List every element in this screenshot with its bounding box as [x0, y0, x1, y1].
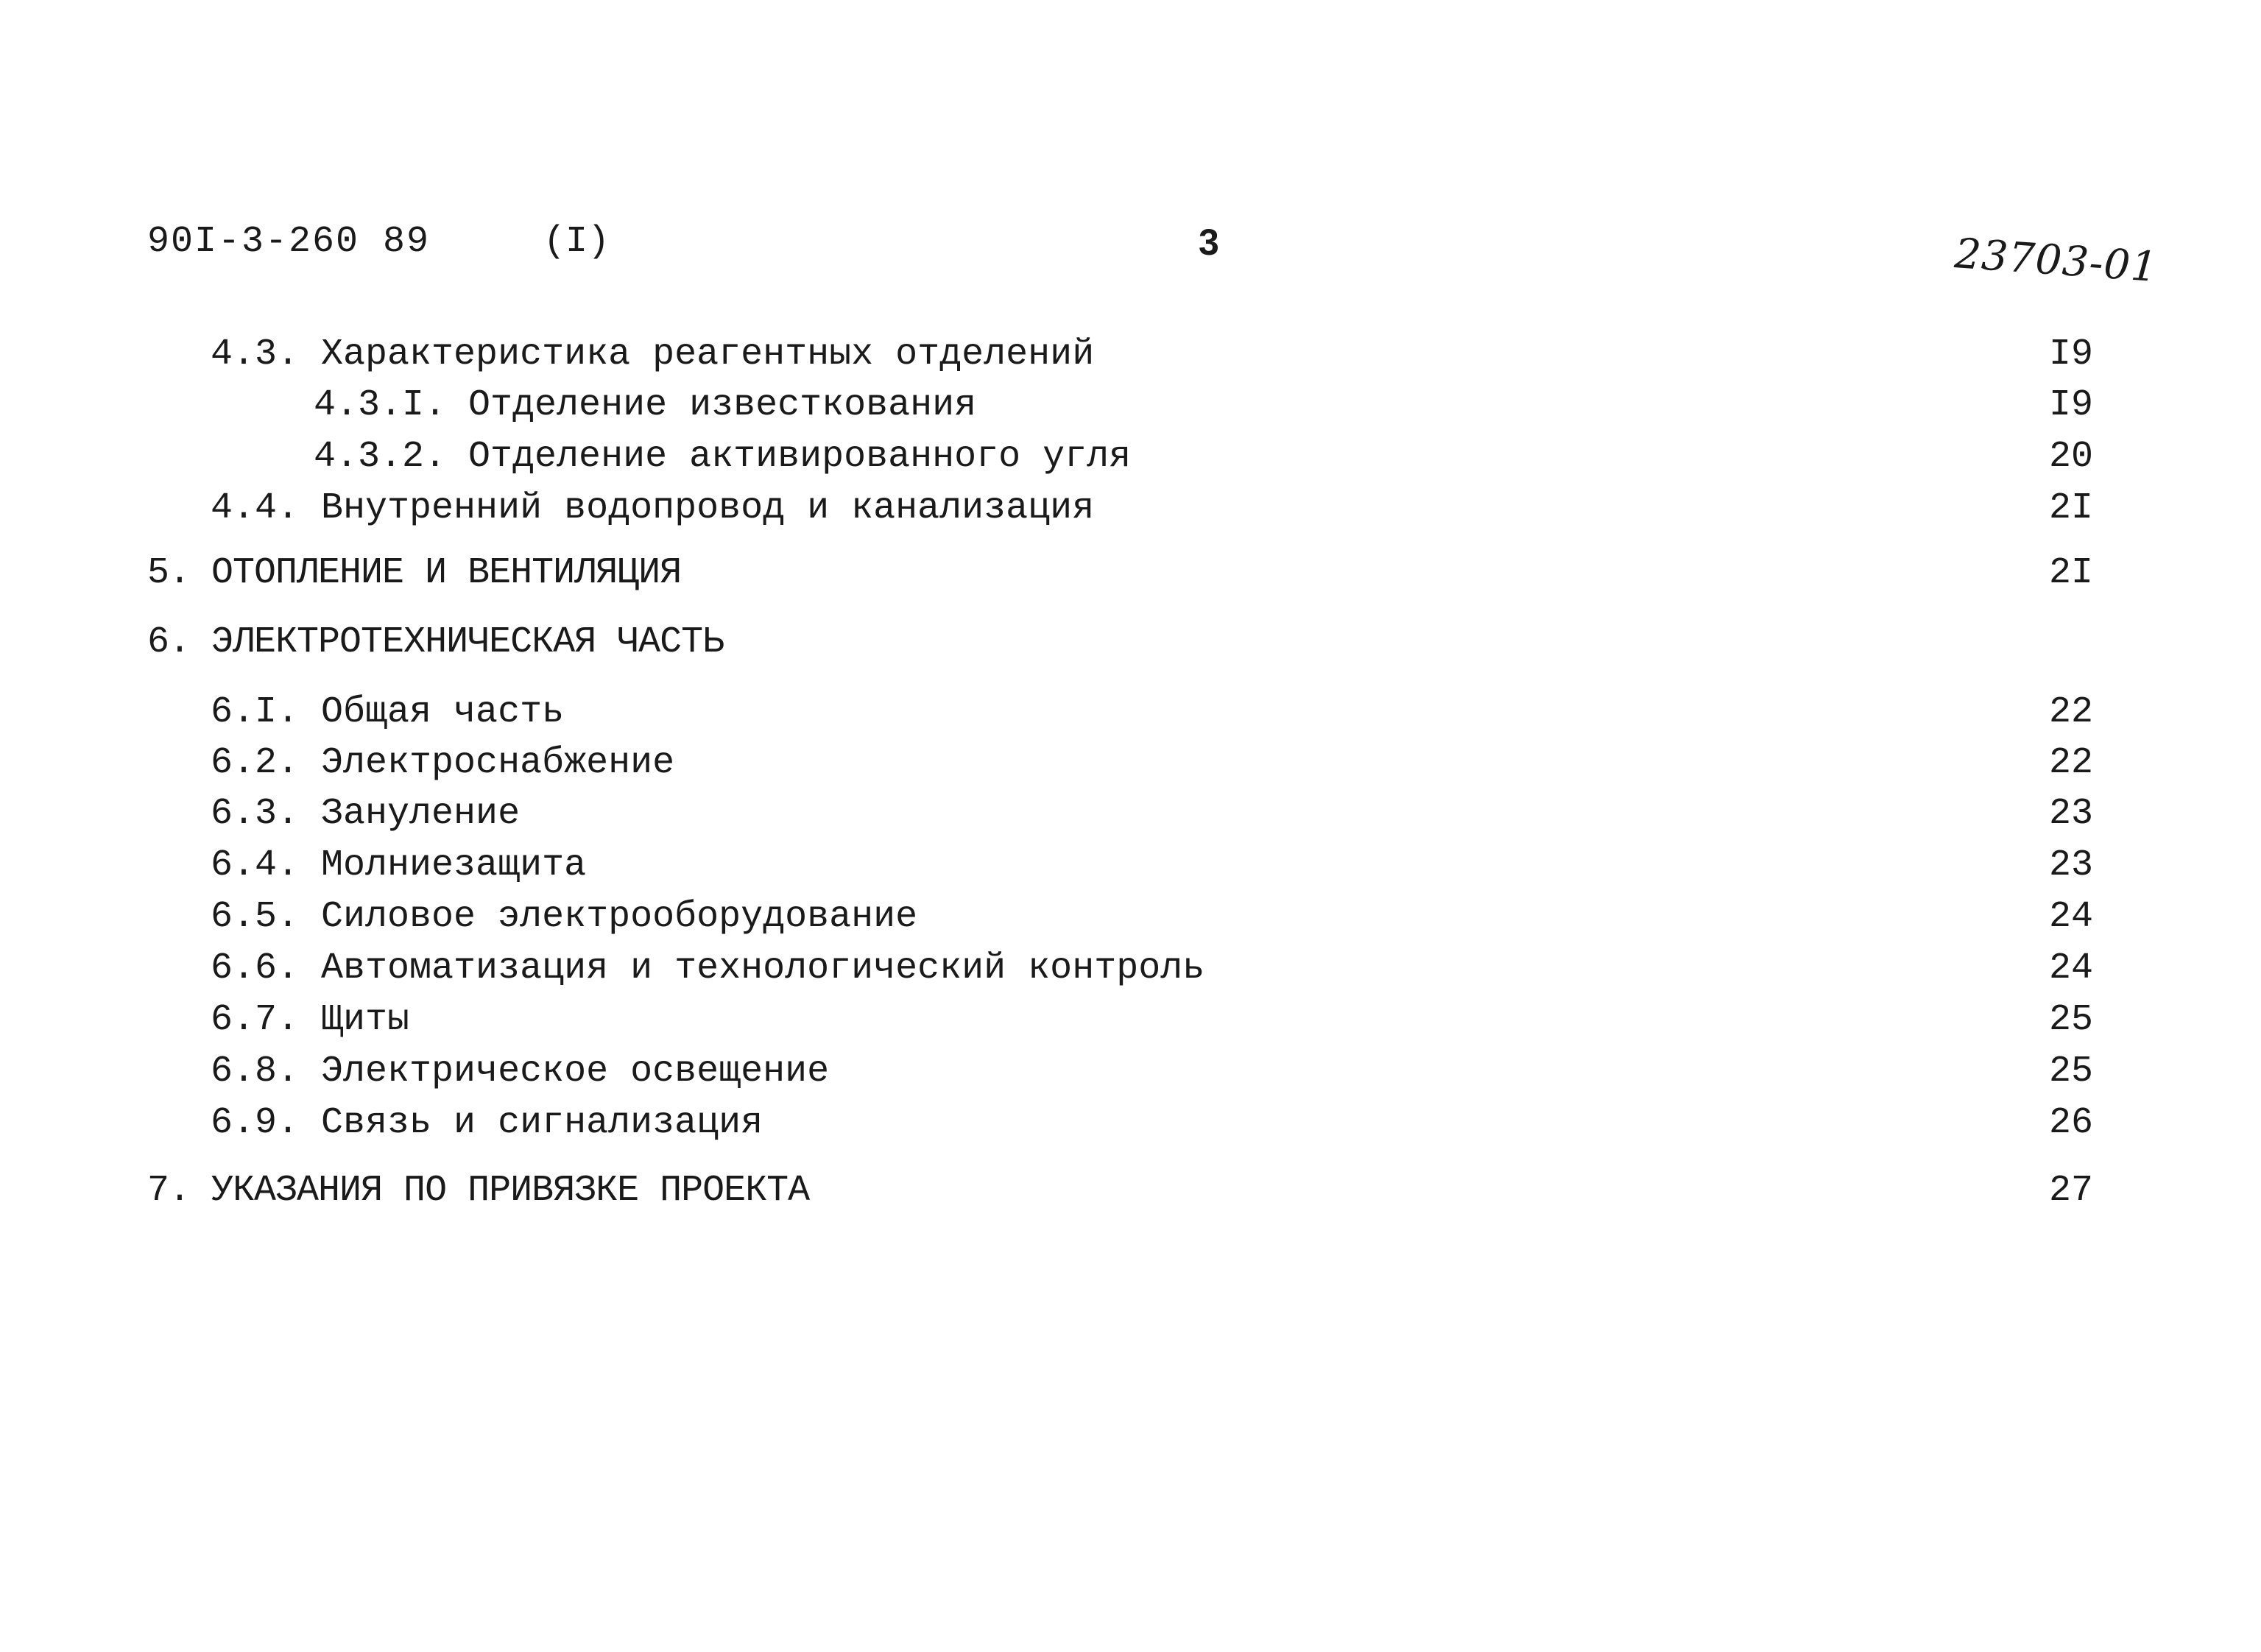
- toc-section-heading: [0, 551, 2261, 596]
- toc-entry: [0, 435, 2261, 479]
- toc-entry-title: 7. УКАЗАНИЯ ПО ПРИВЯЗКЕ ПРОЕКТА: [147, 1170, 810, 1212]
- toc-entry: [0, 947, 2261, 991]
- toc-section-heading: [0, 1169, 2261, 1213]
- toc-entry-page: 2I: [2048, 552, 2093, 594]
- toc-entry-title: 6.4. Молниезащита: [211, 844, 587, 886]
- volume-number: (I): [543, 221, 610, 263]
- toc-entry-page: 22: [2048, 742, 2093, 784]
- toc-entry-title: 6.8. Электрическое освещение: [211, 1051, 830, 1092]
- toc-section-heading: [0, 621, 2261, 665]
- toc-entry: [0, 1050, 2261, 1094]
- toc-entry-title: 6.6. Автоматизация и технологический контроль: [211, 947, 1205, 989]
- toc-entry-title: 6.I. Общая часть: [211, 691, 565, 733]
- toc-entry-page: I9: [2048, 384, 2093, 426]
- toc-entry: [0, 741, 2261, 786]
- toc-entry: [0, 792, 2261, 836]
- toc-entry-page: I9: [2048, 333, 2093, 375]
- toc-entry-title: 4.3.2. Отделение активированного угля: [314, 436, 1132, 478]
- toc-entry-title: 4.3. Характеристика реагентных отделений: [211, 333, 1095, 375]
- toc-entry: [0, 487, 2261, 531]
- toc-entry-title: 4.4. Внутренний водопровод и канализация: [211, 487, 1095, 529]
- toc-entry-title: 6. ЭЛЕКТРОТЕХНИЧЕСКАЯ ЧАСТЬ: [147, 621, 724, 663]
- toc-entry-page: 24: [2048, 947, 2093, 989]
- toc-entry: [0, 895, 2261, 939]
- toc-entry-page: 27: [2048, 1170, 2093, 1212]
- handwritten-inventory-number: 23703-01: [1953, 230, 2159, 292]
- toc-entry-page: 2I: [2048, 487, 2093, 529]
- toc-entry: [0, 844, 2261, 888]
- toc-entry-title: 5. ОТОПЛЕНИЕ И ВЕНТИЛЯЦИЯ: [147, 552, 682, 594]
- toc-entry-page: 22: [2048, 691, 2093, 733]
- toc-entry-title: 6.3. Зануление: [211, 793, 521, 835]
- toc-entry: [0, 1101, 2261, 1146]
- toc-entry-title: 6.5. Силовое электрооборудование: [211, 896, 918, 938]
- toc-entry-page: 24: [2048, 896, 2093, 938]
- toc-entry-page: 26: [2048, 1102, 2093, 1144]
- toc-entry-title: 6.9. Связь и сигнализация: [211, 1102, 763, 1144]
- toc-entry: [0, 333, 2261, 377]
- toc-entry-page: 23: [2048, 844, 2093, 886]
- toc-entry-title: 6.7. Щиты: [211, 999, 410, 1041]
- toc-entry-page: 25: [2048, 999, 2093, 1041]
- page-number: 3: [1199, 222, 1219, 263]
- toc-entry: [0, 998, 2261, 1042]
- toc-entry-page: 23: [2048, 793, 2093, 835]
- toc-entry-title: 6.2. Электроснабжение: [211, 742, 675, 784]
- toc-entry-page: 20: [2048, 436, 2093, 478]
- project-code: 90I-3-260 89: [147, 221, 431, 263]
- toc-entry: [0, 691, 2261, 735]
- toc-entry-page: 25: [2048, 1051, 2093, 1092]
- toc-entry-title: 4.3.I. Отделение известкования: [314, 384, 977, 426]
- toc-entry: [0, 384, 2261, 428]
